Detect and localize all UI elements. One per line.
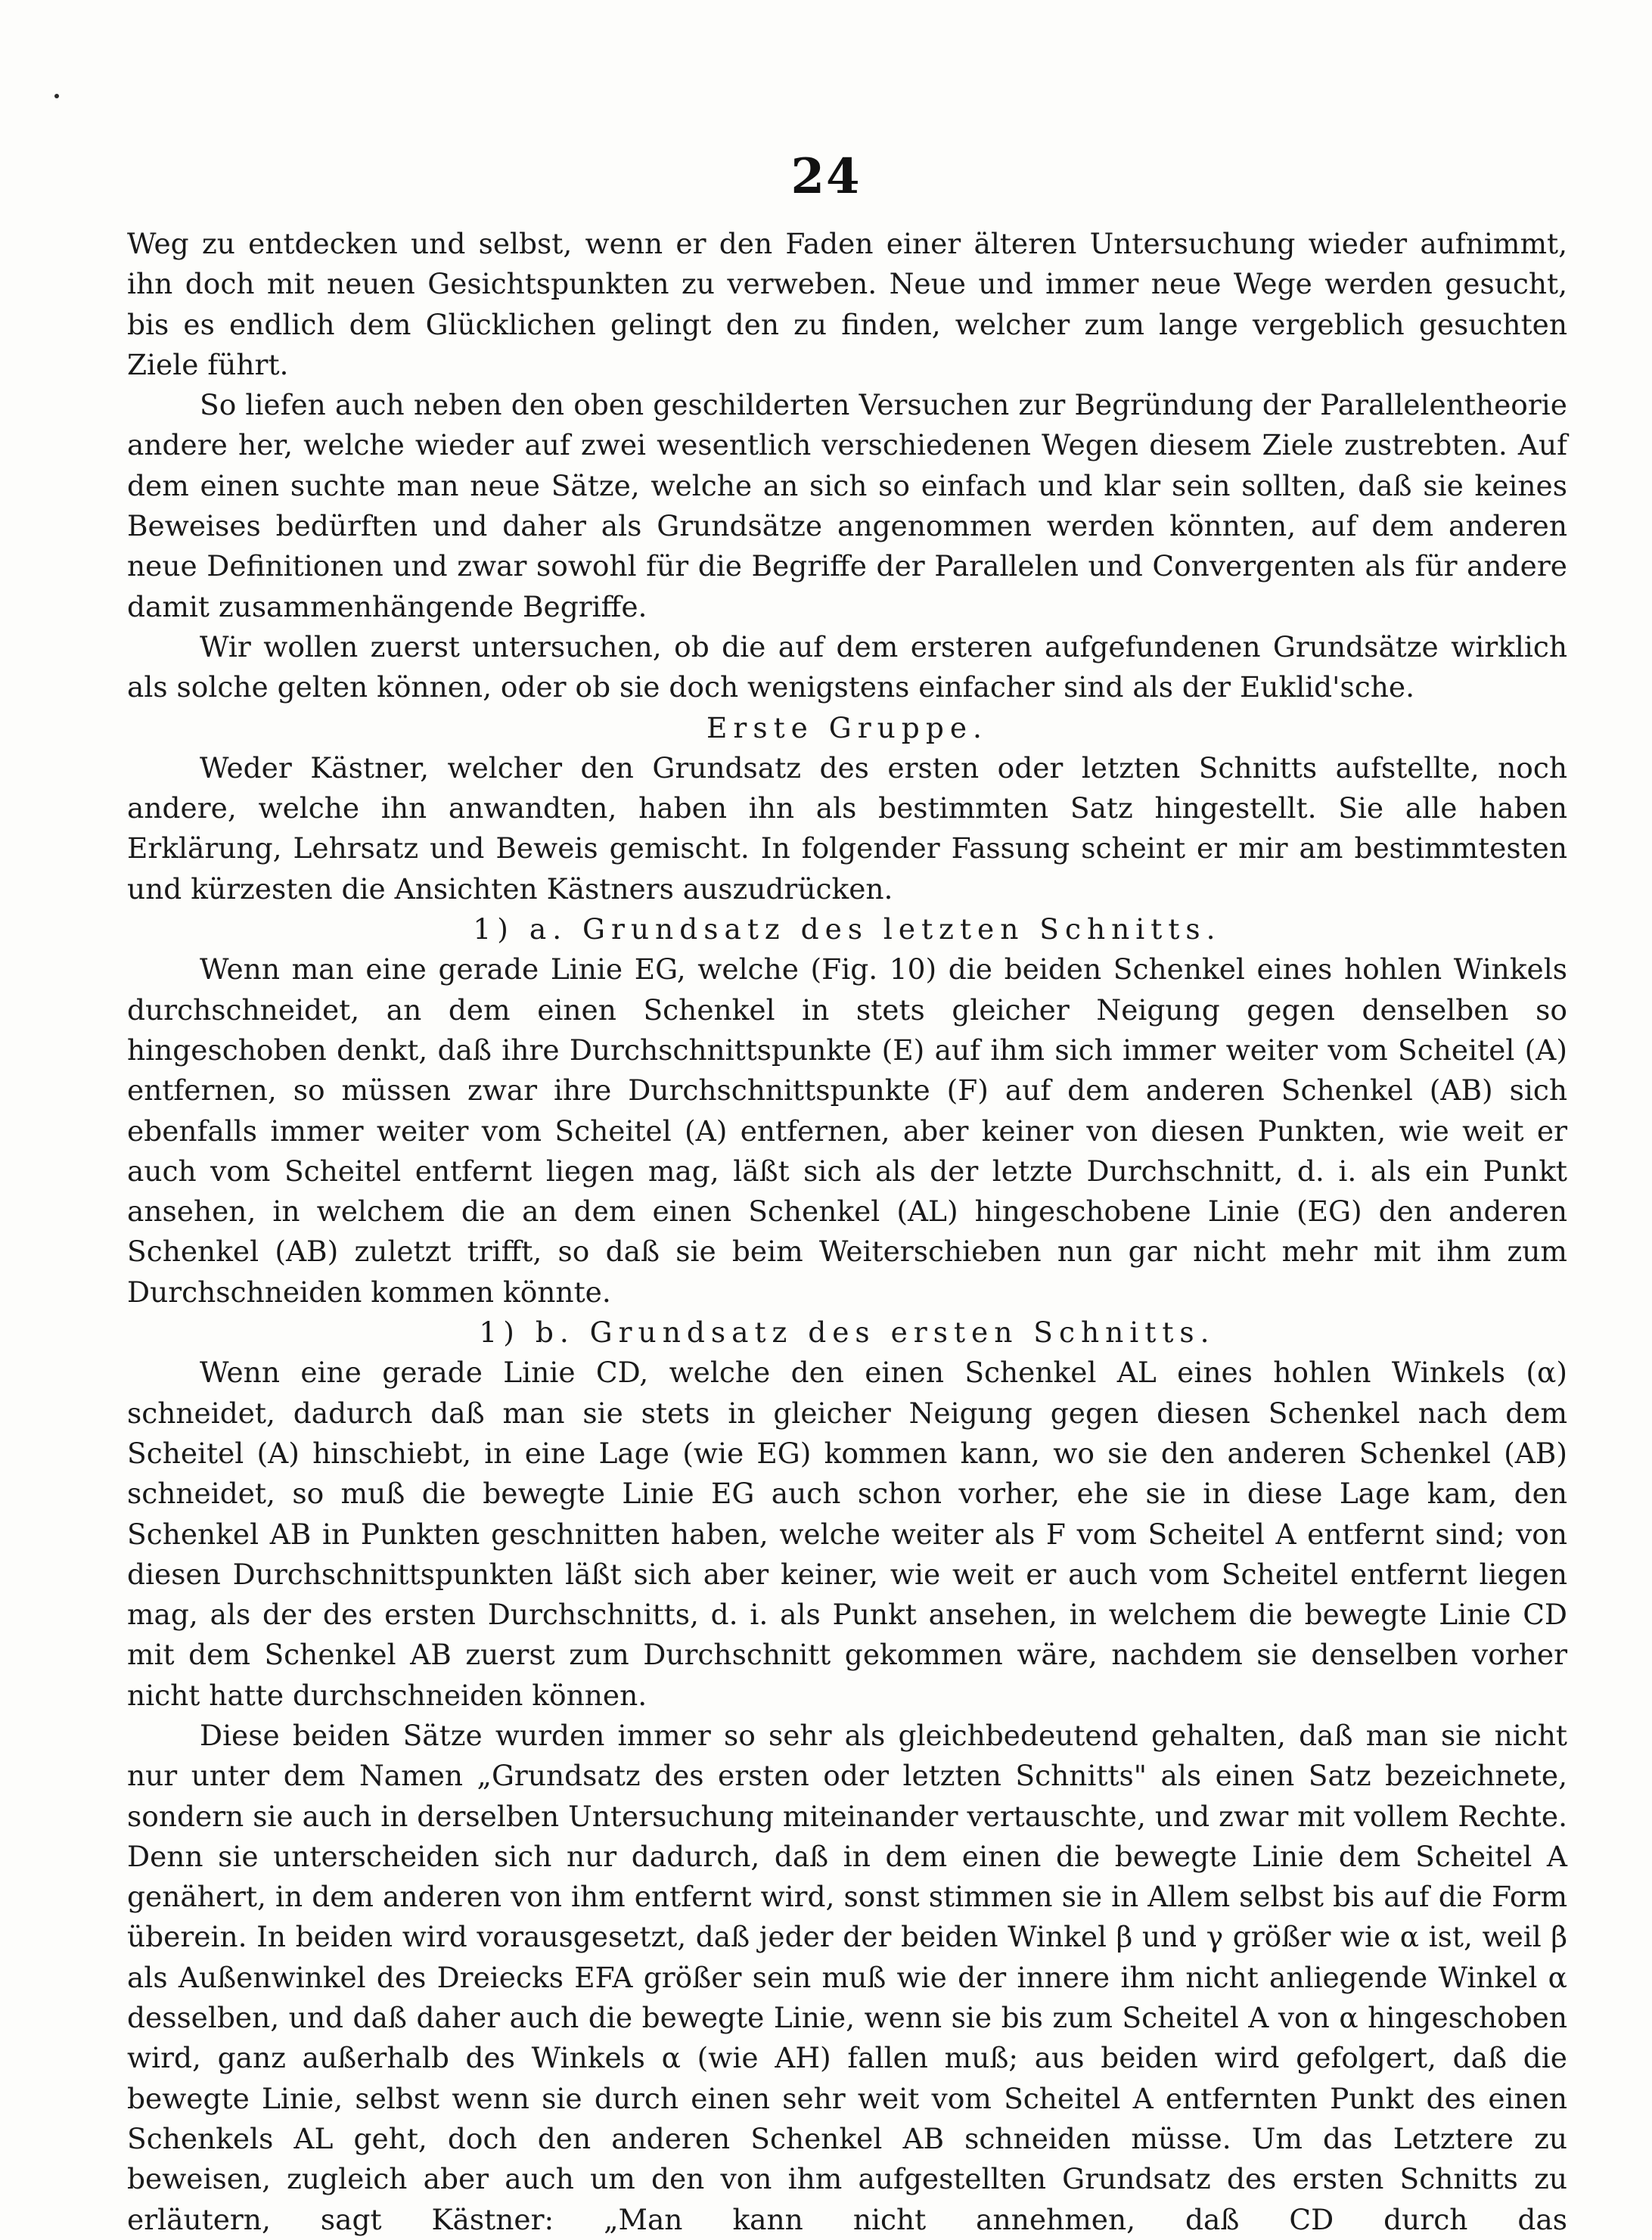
section-heading-erste-gruppe: Erste Gruppe. <box>706 710 988 744</box>
body-text <box>127 224 1567 2240</box>
paragraph-comparison: Diese beiden Sätze wurden immer so sehr als gleichbedeutend gehalten, daß man sie nicht nur unter dem Namen „Grundsatz des ersten oder letzten Schnitts" als einen Satz bezeichnete, sondern sie auch in derselben Untersuchung miteinander vertauschte, und zwar mit vollem Rechte. Denn sie unterscheiden sich nur dadurch, daß in dem einen die bewegte Linie dem Scheitel A genähert, in dem anderen von ihm entfernt wird, sonst stimmen sie in Allem selbst bis auf die Form überein. In beiden wird vorausgesetzt, daß jeder der beiden Winkel β und γ größer wie α ist, weil β als Außenwinkel des Dreiecks EFA größer sein muß wie der innere ihm nicht anliegende Winkel α desselben, und daß daher auch die bewegte Linie, wenn sie bis zum Scheitel A von α hingeschoben wird, ganz außerhalb des Winkels α (wie AH) fallen muß; aus beiden wird gefolgert, daß die bewegte Linie, selbst wenn sie durch einen sehr weit vom Scheitel A entfernten Punkt des einen Schenkels AL geht, doch den anderen Schenkel AB schneiden müsse. Um das Letztere zu beweisen, zugleich aber auch um den von ihm aufgestellten Grundsatz des ersten Schnitts zu erläutern, sagt Kästner: „Man kann nicht annehmen, daß CD durch das <box>127 1718 1567 2236</box>
subheading-erster-schnitt: 1) b. Grundsatz des ersten Schnitts. <box>479 1316 1216 1350</box>
print-speck <box>54 94 59 98</box>
subheading-letzter-schnitt: 1) a. Grundsatz des letzten Schnitts. <box>473 912 1222 946</box>
page-number: 24 <box>790 148 862 205</box>
paragraph-letzter-schnitt: Wenn man eine gerade Linie EG, welche (Fig. 10) die beiden Schenkel eines hohlen Winkels durchschneidet, an dem einen Schenkel in stets gleicher Neigung gegen denselben so hingeschoben denkt, daß ihre Durchschnittspunkte (E) auf ihm sich immer weiter vom Scheitel (A) entfernen, so müssen zwar ihre Durchschnittspunkte (F) auf dem anderen Schenkel (AB) sich ebenfalls immer weiter vom Scheitel (A) entfernen, aber keiner von diesen Punkten, wie weit er auch vom Scheitel entfernt liegen mag, läßt sich als der letzte Durchschnitt, d. i. als ein Punkt ansehen, in welchem die an dem einen Schenkel (AL) hingeschobene Linie (EG) den anderen Schenkel (AB) zuletzt trifft, so daß sie beim Weiterschieben nun gar nicht mehr mit ihm zum Durchschneiden kommen könnte. <box>127 952 1567 1309</box>
paragraph-continuation: Weg zu entdecken und selbst, wenn er den Faden einer älteren Untersuchung wieder aufnimmt, ihn doch mit neuen Gesichtspunkten zu verweben. Neue und immer neue Wege werden gesucht, bis es endlich dem Glücklichen gelingt den zu finden, welcher zum lange vergeblich gesuchten Ziele führt. <box>127 227 1567 381</box>
paragraph-kaestner: Weder Kästner, welcher den Grundsatz des ersten oder letzten Schnitts aufstellte, noch andere, welche ihn anwandten, haben ihn als bestimmten Satz hingestellt. Sie alle haben Erklärung, Lehrsatz und Beweis gemischt. In folgender Fassung scheint er mir am bestimmtesten und kürzesten die Ansichten Kästners auszudrücken. <box>127 750 1567 906</box>
paragraph-parallel-theory: So liefen auch neben den oben geschilderten Versuchen zur Begründung der Parallelentheorie andere her, welche wieder auf zwei wesentlich verschiedenen Wegen diesem Ziele zustrebten. Auf dem einen suchte man neue Sätze, welche an sich so einfach und klar sein sollten, daß sie keines Beweises bedürften und daher als Grundsätze angenommen werden könnten, auf dem anderen neue Definitionen und zwar sowohl für die Begriffe der Parallelen und Convergenten als für andere damit zusammenhängende Begriffe. <box>127 388 1567 623</box>
paragraph-investigation: Wir wollen zuerst untersuchen, ob die auf dem ersteren aufgefundenen Grundsätze wirklich als solche gelten können, oder ob sie doch wenigstens einfacher sind als der Euklid'sche. <box>127 629 1567 704</box>
paragraph-erster-schnitt: Wenn eine gerade Linie CD, welche den einen Schenkel AL eines hohlen Winkels (α) schneidet, dadurch daß man sie stets in gleicher Neigung gegen diesen Schenkel nach dem Scheitel (A) hinschiebt, in eine Lage (wie EG) kommen kann, wo sie den anderen Schenkel (AB) schneidet, so muß die bewegte Linie EG auch schon vorher, ehe sie in diese Lage kam, den Schenkel AB in Punkten geschnitten haben, welche weiter als F vom Scheitel A entfernt sind; von diesen Durchschnittspunkten läßt sich aber keiner, wie weit er auch vom Scheitel entfernt liegen mag, als der des ersten Durchschnitts, d. i. als Punkt ansehen, in welchem die bewegte Linie CD mit dem Schenkel AB zuerst zum Durchschnitt gekommen wäre, nachdem sie denselben vorher nicht hatte durchschneiden können. <box>127 1356 1567 1712</box>
